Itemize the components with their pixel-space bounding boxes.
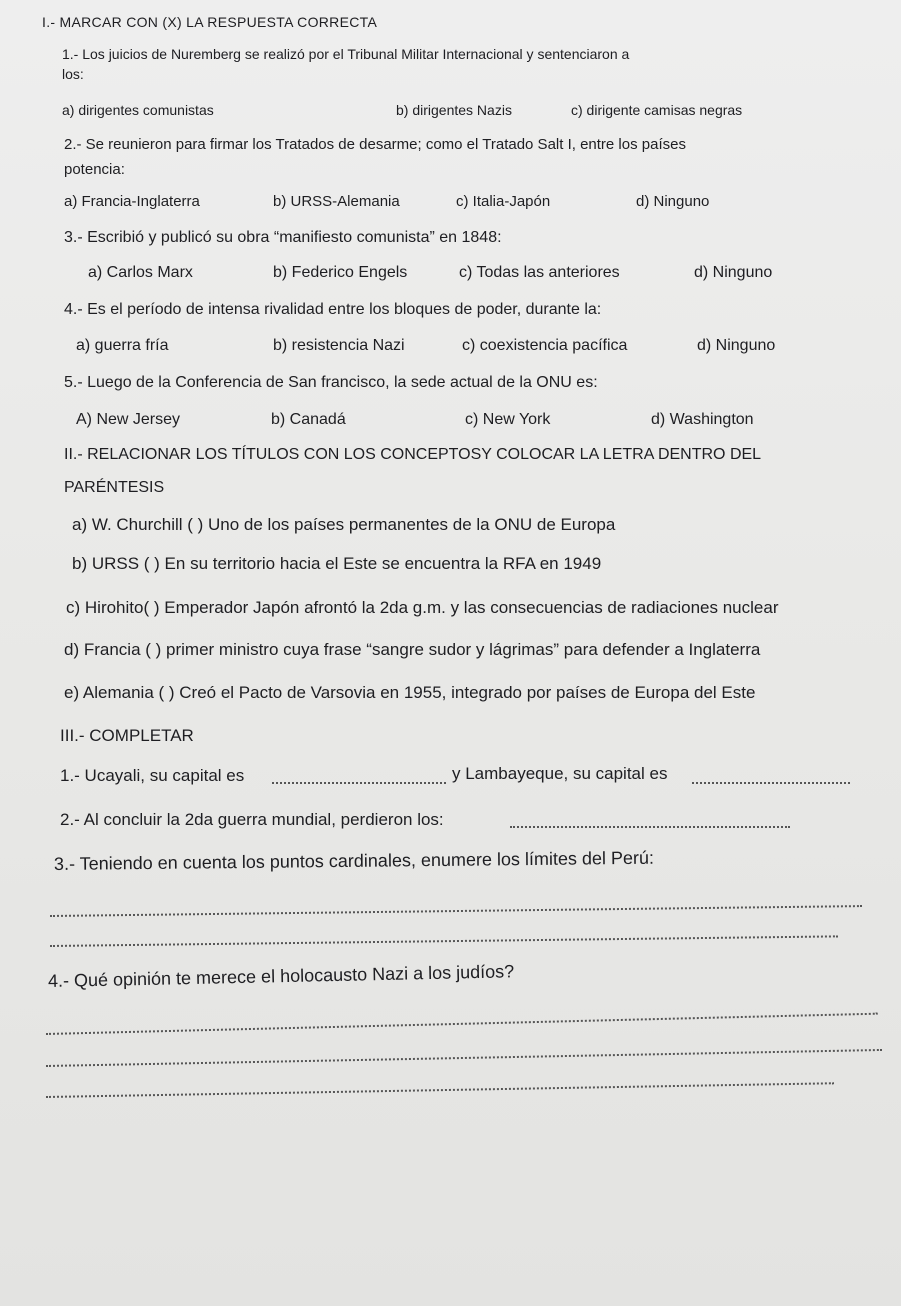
q3-text: 3.- Escribió y publicó su obra “manifiesto comunista” en 1848: — [64, 229, 502, 246]
section2-title-line2: PARÉNTESIS — [64, 479, 165, 496]
q5-option-a[interactable]: A) New Jersey — [76, 411, 181, 428]
answer-line-ucayali[interactable] — [272, 782, 446, 784]
q5-option-c[interactable]: c) New York — [465, 411, 551, 428]
match-item-d[interactable]: d) Francia ( ) primer ministro cuya frase “sangre sudor y lágrimas” para defender a Inglaterra — [64, 640, 761, 659]
answer-line-q3-2[interactable] — [50, 935, 838, 947]
match-item-b[interactable]: b) URSS ( ) En su territorio hacia el Este se encuentra la RFA en 1949 — [72, 554, 602, 573]
match-item-a[interactable]: a) W. Churchill ( ) Uno de los países permanentes de la ONU de Europa — [72, 515, 616, 534]
q4-option-a[interactable]: a) guerra fría — [76, 337, 169, 354]
match-item-e[interactable]: e) Alemania ( ) Creó el Pacto de Varsovia en 1955, integrado por países de Europa del Este — [64, 683, 756, 702]
q3-option-a[interactable]: a) Carlos Marx — [88, 264, 193, 281]
q4-option-b[interactable]: b) resistencia Nazi — [273, 337, 405, 354]
complete-q4: 4.- Qué opinión te merece el holocausto Nazi a los judíos? — [47, 961, 515, 991]
section2-title-line1: II.- RELACIONAR LOS TÍTULOS CON LOS CONCEPTOSY COLOCAR LA LETRA DENTRO DEL — [64, 446, 762, 463]
q1-option-a[interactable]: a) dirigentes comunistas — [62, 102, 214, 118]
q3-option-c[interactable]: c) Todas las anteriores — [459, 264, 620, 281]
q2-option-c[interactable]: c) Italia-Japón — [456, 193, 551, 210]
q2-option-a[interactable]: a) Francia-Inglaterra — [64, 193, 200, 210]
section1-title: I.- MARCAR CON (X) LA RESPUESTA CORRECTA — [42, 14, 378, 30]
q2-text-line2: potencia: — [64, 161, 125, 178]
q2-text-line1: 2.- Se reunieron para firmar los Tratados de desarme; como el Tratado Salt I, entre los países — [64, 136, 686, 153]
answer-line-q2[interactable] — [510, 826, 790, 828]
q5-option-b[interactable]: b) Canadá — [271, 411, 346, 428]
section3-title: III.- COMPLETAR — [60, 726, 194, 745]
complete-q3: 3.- Teniendo en cuenta los puntos cardinales, enumere los límites del Perú: — [53, 847, 655, 874]
q4-text: 4.- Es el período de intensa rivalidad entre los bloques de poder, durante la: — [64, 301, 602, 318]
complete-q2: 2.- Al concluir la 2da guerra mundial, perdieron los: — [60, 810, 444, 829]
answer-line-q3-1[interactable] — [50, 905, 862, 917]
complete-q1-part2: y Lambayeque, su capital es — [452, 764, 668, 783]
answer-line-q4-2[interactable] — [46, 1049, 882, 1067]
q1-text-line1: 1.- Los juicios de Nuremberg se realizó por el Tribunal Militar Internacional y sentenciaron a — [62, 46, 630, 62]
match-item-c[interactable]: c) Hirohito( ) Emperador Japón afrontó la 2da g.m. y las consecuencias de radiaciones nuclear — [66, 598, 779, 617]
answer-line-q4-3[interactable] — [46, 1082, 834, 1098]
answer-line-lambayeque[interactable] — [692, 782, 850, 784]
q1-option-c[interactable]: c) dirigente camisas negras — [571, 102, 743, 118]
q3-option-b[interactable]: b) Federico Engels — [273, 264, 408, 281]
q1-option-b[interactable]: b) dirigentes Nazis — [396, 102, 512, 118]
q5-option-d[interactable]: d) Washington — [651, 411, 754, 428]
q1-text-line2: los: — [62, 66, 84, 82]
q4-option-c[interactable]: c) coexistencia pacífica — [462, 337, 628, 354]
answer-line-q4-1[interactable] — [46, 1013, 878, 1035]
complete-q1-part1: 1.- Ucayali, su capital es — [60, 766, 245, 785]
q3-option-d[interactable]: d) Ninguno — [694, 264, 773, 281]
q2-option-d[interactable]: d) Ninguno — [636, 193, 710, 210]
q5-text: 5.- Luego de la Conferencia de San francisco, la sede actual de la ONU es: — [64, 374, 598, 391]
q2-option-b[interactable]: b) URSS-Alemania — [273, 193, 400, 210]
q4-option-d[interactable]: d) Ninguno — [697, 337, 776, 354]
